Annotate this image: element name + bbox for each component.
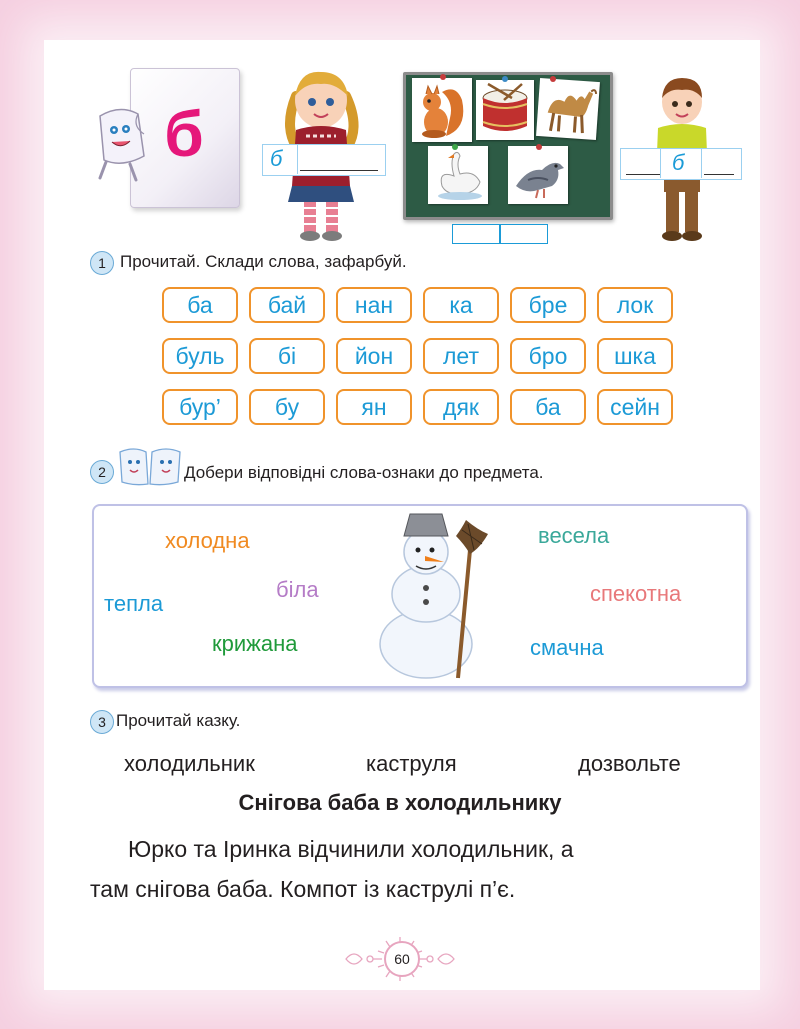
task-2-number: 2 xyxy=(90,460,114,484)
page-number: 60 xyxy=(384,941,420,977)
syllable-cell[interactable]: бро xyxy=(510,338,586,374)
adjective-kryzhana[interactable]: крижана xyxy=(212,631,298,656)
pigeon-picture xyxy=(508,146,568,204)
girl-board-letter: б xyxy=(270,146,283,171)
syllable-cell[interactable]: нан xyxy=(336,287,412,323)
paper-mascot-icon xyxy=(92,98,150,182)
syllable-cell[interactable]: бре xyxy=(510,287,586,323)
task-3-instruction: Прочитай казку. xyxy=(116,711,241,730)
swan-picture xyxy=(428,146,488,204)
adjective-bila[interactable]: біла xyxy=(276,577,319,602)
boy-board-letter: б xyxy=(672,150,685,175)
story-title: Снігова баба в холодильнику xyxy=(238,790,562,815)
featured-letter: б xyxy=(164,98,204,170)
syllable-cell[interactable]: лет xyxy=(423,338,499,374)
pin xyxy=(502,76,508,82)
syllable-cell[interactable]: шка xyxy=(597,338,673,374)
girl-board-line xyxy=(300,170,378,171)
vocab-word-2: каструля xyxy=(366,751,457,776)
boy-board-line-right xyxy=(704,174,734,175)
adjective-vesela[interactable]: весела xyxy=(538,523,610,548)
syllable-cell[interactable]: бу xyxy=(249,389,325,425)
syllable-cell[interactable]: лок xyxy=(597,287,673,323)
adjective-spekotna[interactable]: спекотна xyxy=(590,581,682,606)
syllable-cell[interactable]: сейн xyxy=(597,389,673,425)
adjective-tepla[interactable]: тепла xyxy=(104,591,164,616)
pin xyxy=(550,76,556,82)
syllable-cell[interactable]: ба xyxy=(510,389,586,425)
squirrel-picture xyxy=(412,78,472,142)
task-3-number: 3 xyxy=(90,710,114,734)
syllable-cell[interactable]: бай xyxy=(249,287,325,323)
page-number-ornament xyxy=(340,935,460,983)
syllable-cell[interactable]: дяк xyxy=(423,389,499,425)
pin xyxy=(440,74,446,80)
task-1-instruction: Прочитай. Склади слова, зафарбуй. xyxy=(120,252,407,271)
vocab-word-3: дозвольте xyxy=(578,751,681,776)
syllable-cell[interactable]: бур’ xyxy=(162,389,238,425)
story-line-1: Юрко та Іринка відчинили холодильник, а xyxy=(128,836,574,862)
vocab-word-1: холодильник xyxy=(124,751,255,776)
story-line-2: там снігова баба. Компот із каструлі п’є. xyxy=(90,876,516,902)
pin xyxy=(536,144,542,150)
snowman-illustration xyxy=(370,510,494,682)
pin xyxy=(452,144,458,150)
paper-mascots-icon xyxy=(116,444,184,486)
syllable-cell[interactable]: бі xyxy=(249,338,325,374)
syllable-cell[interactable]: буль xyxy=(162,338,238,374)
syllable-cell[interactable]: ян xyxy=(336,389,412,425)
adjective-kholodna[interactable]: холодна xyxy=(165,528,250,553)
camel-picture xyxy=(536,78,600,140)
syllable-cell[interactable]: ка xyxy=(423,287,499,323)
task-1-number: 1 xyxy=(90,251,114,275)
boy-board-line-left xyxy=(626,174,660,175)
syllable-cell[interactable]: йон xyxy=(336,338,412,374)
answer-slots[interactable] xyxy=(452,224,548,244)
adjective-smachna[interactable]: смачна xyxy=(530,635,604,660)
task-2-instruction: Добери відповідні слова-ознаки до предмета. xyxy=(184,463,544,482)
drum-picture xyxy=(476,80,534,140)
syllable-cell[interactable]: ба xyxy=(162,287,238,323)
